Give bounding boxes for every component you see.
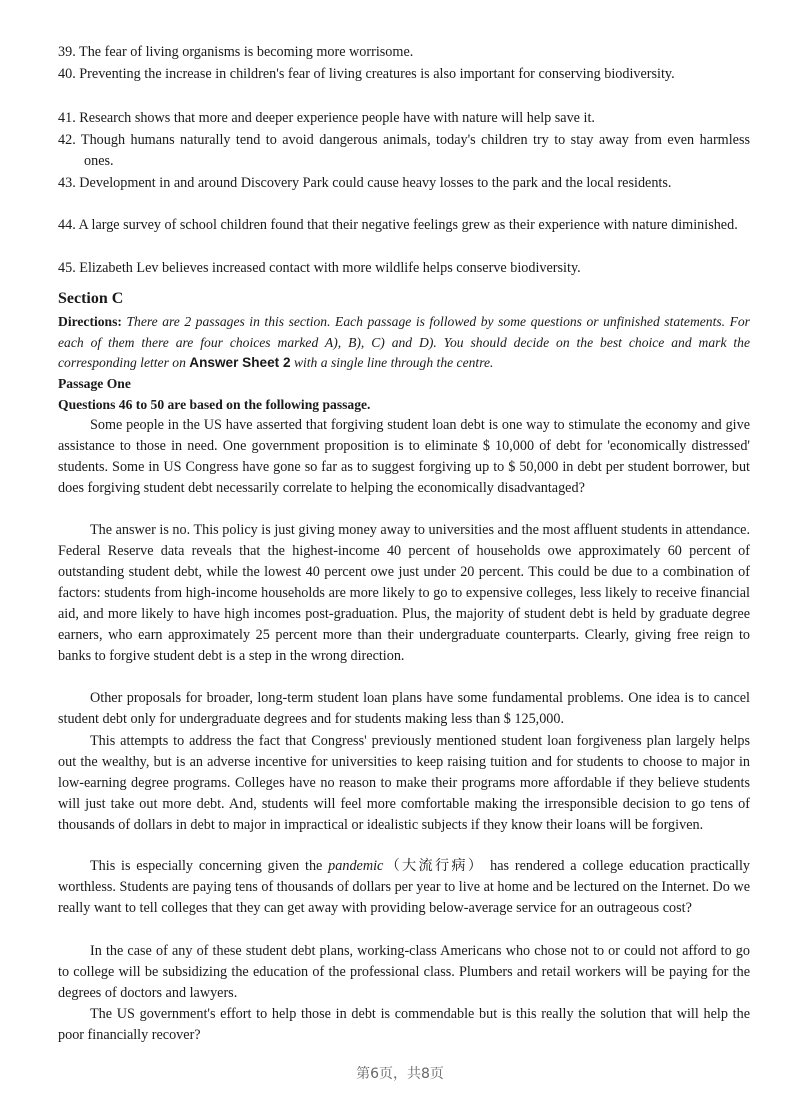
passage-paragraph-7: The US government's effort to help those in debt is commendable but is this really the solution that will help the poor financially recover?	[58, 1006, 750, 1043]
passage-paragraph-2: The answer is no. This policy is just giving money away to universities and the most affluent students in attendance. Federal Reserve data reveals that the highest-income 40 percent of households owe approximately 60 percent of outstanding student debt, while the lowest 40 percent owe just under 20 percent. This could be due to a combination of factors: students from high-income households are more likely to go to expensive colleges, less likely to receive financial aid, and more likely to have high incomes post-graduation. Plus, the majority of student debt is held by graduate degree earners, who earn approximately 25 percent more than their undergraduate counterparts. Clearly, giving free reign to banks to forgive student debt is a step in the wrong direction.	[58, 522, 750, 664]
statement-40	[58, 64, 750, 85]
statement-text: A large survey of school children found that their negative feelings grew as their experience with nature diminished.	[78, 217, 738, 233]
statement-number: 45.	[58, 260, 76, 276]
statement-43	[58, 173, 750, 194]
directions-text: There are 2 passages in this section. Each passage is followed by some questions or unfinished statements. For each of them there are four choices marked A), B), C) and D). You should decide on the best choice and mark the corresponding letter on	[58, 314, 750, 370]
questions-note: Questions 46 to 50 are based on the following passage.	[58, 397, 371, 412]
directions-label: Directions:	[58, 314, 122, 329]
statement-text: Preventing the increase in children's fear of living creatures is also important for conserving biodiversity.	[79, 66, 675, 82]
statement-44	[58, 215, 750, 236]
statement-number: 44.	[58, 217, 76, 233]
answer-sheet-label: Answer Sheet 2	[189, 355, 291, 370]
statement-41	[58, 108, 750, 129]
directions	[58, 312, 750, 374]
statement-number: 43.	[58, 175, 76, 191]
statement-42	[58, 130, 750, 172]
section-title: Section C	[58, 290, 124, 307]
statement-number: 40.	[58, 66, 76, 82]
passage-paragraph-4: This attempts to address the fact that Congress' previously mentioned student loan forgiveness plan largely helps out the wealthy, but is an adverse incentive for universities to keep raising tuition and for students to choose to major in low-earning degree programs. Colleges have no reason to make their programs more affordable if they believe students will just take out more debt. And, students will feel more comfortable making the irresponsible decision to go tens of thousands of dollars in debt to major in impractical or idealistic subjects if they know their loans will be forgiven.	[58, 733, 750, 833]
pandemic-term: pandemic	[328, 858, 384, 874]
passage-paragraph-5	[58, 856, 750, 919]
statement-text: Elizabeth Lev believes increased contact with more wildlife helps conserve biodiversity.	[79, 260, 581, 276]
statement-39	[58, 42, 750, 63]
statement-text: Development in and around Discovery Park could cause heavy losses to the park and the local residents.	[79, 175, 672, 191]
statement-number: 41.	[58, 110, 76, 126]
paragraph-text: has rendered a college education practically worthless. Students are paying tens of thousands of dollars per year to live at home and be lectured on the Internet. Do we really want to tell colleges that they can get away with providing below-average service for an outrageous cost?	[58, 858, 750, 916]
statement-text: The fear of living organisms is becoming more worrisome.	[79, 44, 414, 60]
statement-text: Research shows that more and deeper experience people have with nature will help save it.	[79, 110, 595, 126]
statement-45	[58, 258, 750, 279]
statement-text: Though humans naturally tend to avoid dangerous animals, today's children try to stay away from even harmless ones.	[80, 132, 750, 169]
passage-label: Passage One	[58, 376, 131, 391]
statement-number: 39.	[58, 44, 76, 60]
passage-paragraph-6: In the case of any of these student debt plans, working-class Americans who chose not to or could not afford to go to college will be subsidizing the education of the professional class. Plumbers and retail workers will be paying for the degrees of doctors and lawyers.	[58, 943, 750, 1001]
directions-tail: with a single line through the centre.	[293, 355, 494, 370]
passage-paragraph-3: Other proposals for broader, long-term student loan plans have some fundamental problems. One idea is to cancel student debt only for undergraduate degrees and for students making less than $ 125,000.	[58, 690, 750, 727]
statement-number: 42.	[58, 132, 76, 148]
page-footer: 第6页，共8页	[356, 1066, 444, 1082]
paragraph-text: This is especially concerning given the	[90, 858, 323, 874]
passage-paragraph-1: Some people in the US have asserted that forgiving student loan debt is one way to stimulate the economy and give assistance to those in need. One government proposition is to eliminate $ 10,000 of debt for 'economically distressed' students. Some in US Congress have gone so far as to suggest forgiving up to $ 50,000 in debt per student borrower, but does forgiving student debt necessarily correlate to helping the economically disadvantaged?	[58, 417, 750, 496]
chinese-gloss: （大流行病）	[383, 858, 485, 874]
